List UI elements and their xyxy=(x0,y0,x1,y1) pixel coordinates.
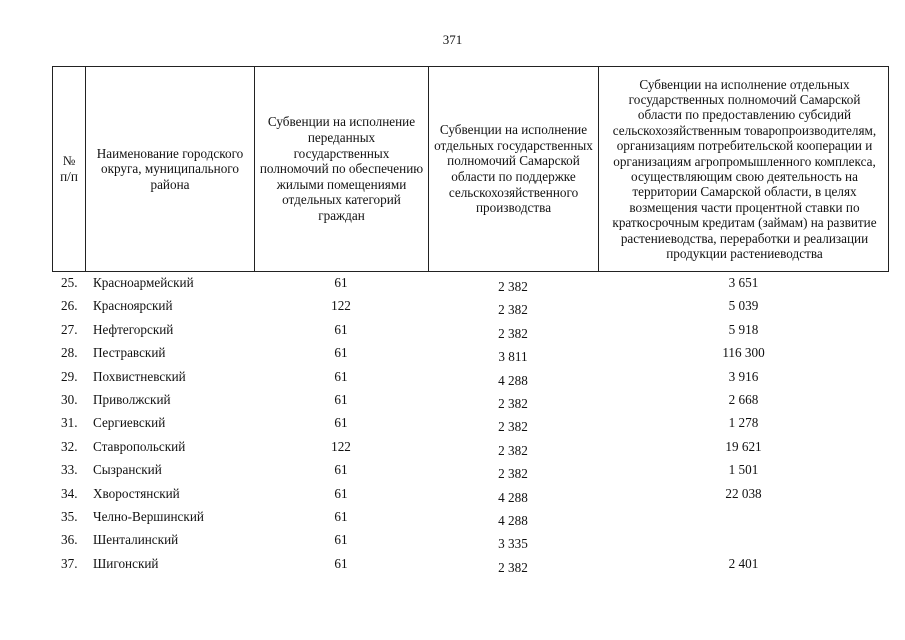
district-name: Приволжский xyxy=(93,391,171,407)
interest-value: 3 651 xyxy=(728,275,759,290)
interest-value: 5 039 xyxy=(728,298,759,314)
table-row xyxy=(52,436,889,459)
housing-value: 122 xyxy=(331,298,351,314)
header-agriculture-subvention: Субвенции на исполнение отдельных государственных полномочий Самарской области по поддержке сельскохозяйственного производства xyxy=(429,67,599,271)
table-row xyxy=(52,553,889,576)
header-housing-subvention: Субвенции на исполнение переданных государственных полномочий по обеспечению жилыми помещениями отдельных категорий граждан xyxy=(255,67,429,271)
interest-value: 2 668 xyxy=(728,391,759,407)
table-row xyxy=(52,342,889,365)
agriculture-value: 3 335 xyxy=(498,536,528,552)
housing-value: 61 xyxy=(334,532,348,548)
table-row xyxy=(52,412,889,435)
agriculture-value: 4 288 xyxy=(498,512,528,528)
housing-value: 61 xyxy=(334,391,348,407)
row-number: 33. xyxy=(61,462,78,478)
row-number: 36. xyxy=(61,532,78,548)
agriculture-value: 2 382 xyxy=(498,466,528,482)
interest-value: 1 278 xyxy=(728,415,759,431)
table-row xyxy=(52,366,889,389)
table-row xyxy=(52,389,889,412)
page-number: 371 xyxy=(442,32,463,47)
district-name: Шенталинский xyxy=(93,532,179,548)
district-name: Нефтегорский xyxy=(93,321,174,337)
agriculture-value: 4 288 xyxy=(498,489,528,505)
district-name: Пестравский xyxy=(93,345,166,361)
agriculture-value: 4 288 xyxy=(498,372,528,388)
agriculture-value: 2 382 xyxy=(498,279,528,294)
housing-value: 61 xyxy=(334,321,348,337)
row-number: 32. xyxy=(61,438,78,454)
agriculture-value: 2 382 xyxy=(498,302,528,318)
agriculture-value: 2 382 xyxy=(498,559,528,575)
row-number: 37. xyxy=(61,555,78,571)
table-body xyxy=(52,272,889,576)
agriculture-value: 2 382 xyxy=(498,325,528,341)
row-number: 28. xyxy=(61,345,78,361)
housing-value: 61 xyxy=(334,508,348,524)
housing-value: 61 xyxy=(334,462,348,478)
district-name: Шигонский xyxy=(93,555,159,571)
header-number: № п/п xyxy=(53,67,86,271)
district-name: Красноярский xyxy=(93,298,173,314)
row-number: 27. xyxy=(61,321,78,337)
table-row xyxy=(52,459,889,482)
table-row xyxy=(52,319,889,342)
housing-value: 61 xyxy=(334,555,348,571)
agriculture-value: 2 382 xyxy=(498,442,528,458)
header-interest-subvention: Субвенции на исполнение отдельных государственных полномочий Самарской области по предоставлению субсидий сельскохозяйственным товаропроизводителям, организациям потребительской кооперации и организациям агропромышленного комплекса, осуществляющим свою деятельность на территории Самарской области, в целях возмещения части процентной ставки по краткосрочным кредитам (займам) на развитие растениеводства, переработки и реализации продукции растениеводства xyxy=(612,76,877,262)
district-name: Сызранский xyxy=(93,462,162,478)
housing-value: 122 xyxy=(331,438,351,454)
district-name: Сергиевский xyxy=(93,415,166,431)
row-number: 25. xyxy=(61,275,78,290)
interest-value: 5 918 xyxy=(728,321,759,337)
district-name: Красноармейский xyxy=(93,275,194,290)
interest-value: 2 401 xyxy=(728,555,759,571)
housing-value: 61 xyxy=(334,345,348,361)
agriculture-value: 2 382 xyxy=(498,395,528,411)
agriculture-value: 2 382 xyxy=(498,419,528,435)
row-number: 34. xyxy=(61,485,78,501)
table-row xyxy=(52,529,889,552)
housing-value: 61 xyxy=(334,275,348,290)
housing-value: 61 xyxy=(334,415,348,431)
housing-value: 61 xyxy=(334,485,348,501)
district-name: Похвистневский xyxy=(93,368,186,384)
interest-value: 116 300 xyxy=(722,345,765,361)
header-district-name: Наименование городского округа, муниципального района xyxy=(86,67,255,271)
agriculture-value: 3 811 xyxy=(498,349,528,365)
table-row xyxy=(52,272,889,295)
table-row xyxy=(52,483,889,506)
row-number: 26. xyxy=(61,298,78,314)
district-name: Хворостянский xyxy=(93,485,180,501)
table-row xyxy=(52,506,889,529)
interest-value: 22 038 xyxy=(725,485,762,501)
table-row xyxy=(52,295,889,318)
interest-value: 1 501 xyxy=(728,462,759,478)
interest-value: 3 916 xyxy=(728,368,759,384)
district-name: Ставропольский xyxy=(93,438,186,454)
row-number: 30. xyxy=(61,391,78,407)
interest-value: 19 621 xyxy=(725,438,762,454)
district-name: Челно-Вершинский xyxy=(93,508,204,524)
housing-value: 61 xyxy=(334,368,348,384)
row-number: 35. xyxy=(61,508,78,524)
row-number: 31. xyxy=(61,415,78,431)
row-number: 29. xyxy=(61,368,78,384)
table-header xyxy=(52,66,889,272)
